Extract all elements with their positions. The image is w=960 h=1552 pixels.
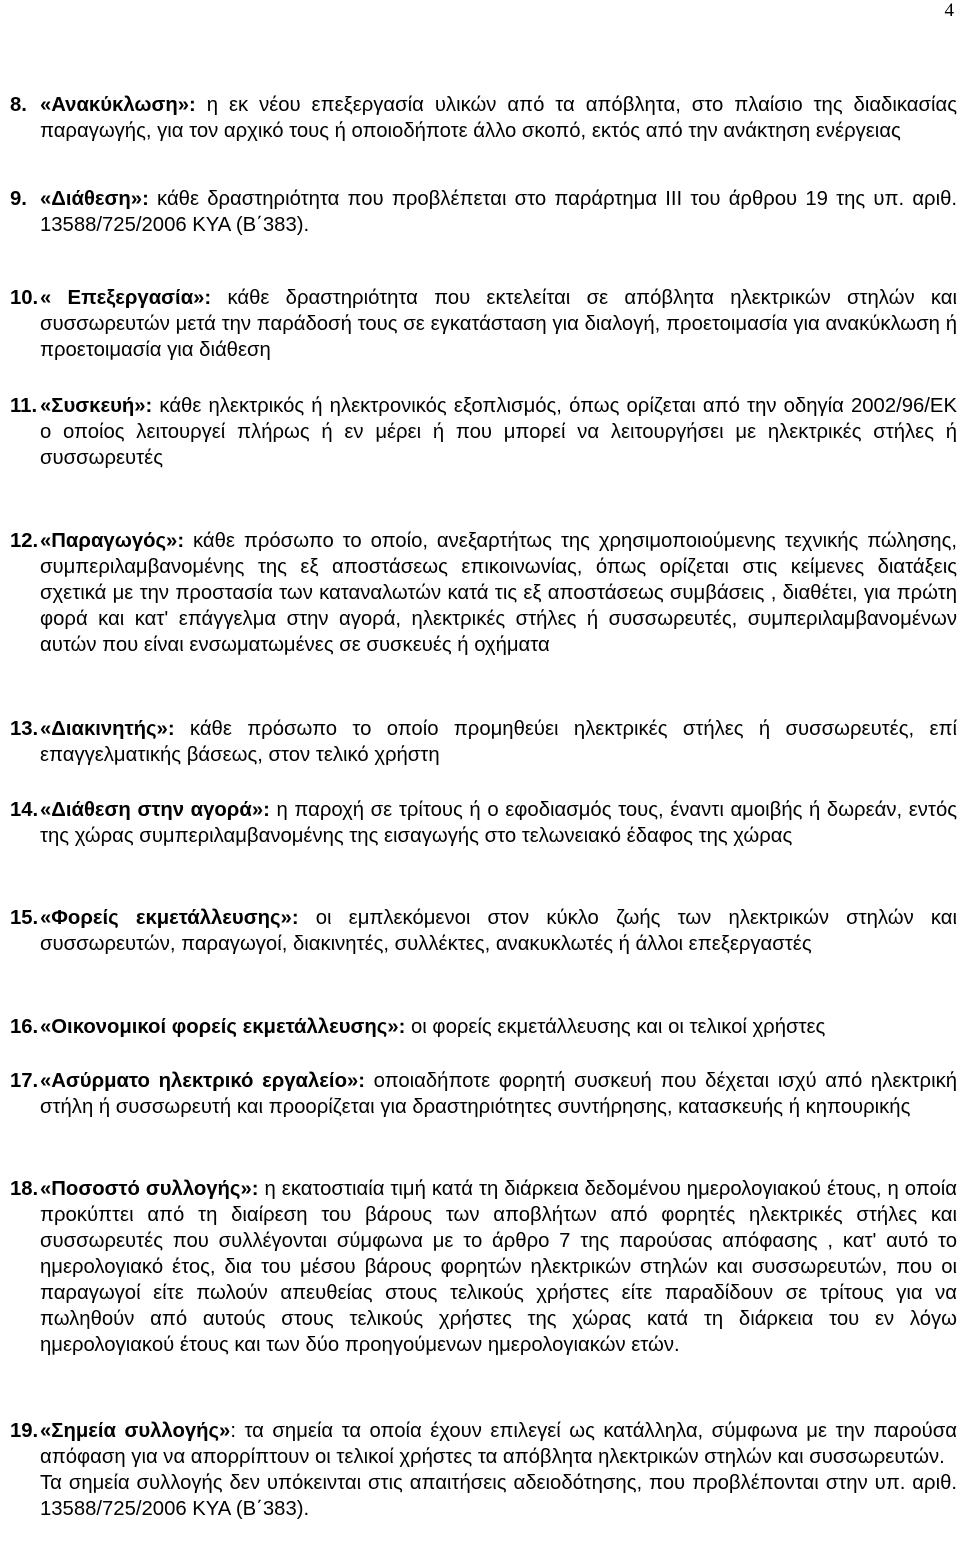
item-body: η εκατοστιαία τιμή κατά τη διάρκεια δεδομένου ημερολογιακού έτους, η οποία προκύπτει από τη διαίρεση του βάρους των αποβλήτων από φορητές ηλεκτρικές στήλες και συσσωρευτές που συλλέγονται σύμφωνα με το άρθρο 7 της παρούσας απόφασης , κατ' αυτό το ημερολογιακό έτος, δια του μέσου βάρους φορητών ηλεκτρικών στηλών και συσσωρευτών, που οι παραγωγοί είτε πωλούν απευθείας στους τελικούς χρήστες είτε παραδίδουν σε τρίτους για να πωληθούν από αυτούς στους τελικούς χρήστες της χώρας κατά τη διάρκεια του εν λόγω ημερολογιακού έτους και των δύο προηγούμενων ημερολογιακών ετών.: [40, 1178, 957, 1356]
item-number: 18.: [10, 1178, 39, 1200]
item-term: «Ασύρματο ηλεκτρικό εργαλείο»:: [40, 1070, 365, 1092]
item-body: η εκ νέου επεξεργασία υλικών από τα απόβλητα, στο πλαίσιο της διαδικασίας παραγωγής, για τον αρχικό τους ή οποιοδήποτε άλλο σκοπό, εκτός από την ανάκτηση ενέργειας: [40, 94, 957, 142]
item-number: 10.: [10, 287, 39, 309]
item-number: 19.: [10, 1420, 39, 1442]
item-number: 9.: [10, 188, 27, 210]
item-term: «Διάθεση στην αγορά»:: [40, 799, 270, 821]
definition-item: [10, 1014, 957, 1040]
definition-item: [10, 1418, 957, 1522]
definition-item: [10, 92, 957, 144]
definition-item: [10, 1176, 957, 1358]
item-term: «Οικονομικοί φορείς εκμετάλλευσης»:: [40, 1016, 406, 1038]
item-term: «Φορείς εκμετάλλευσης»:: [40, 907, 299, 929]
item-number: 12.: [10, 530, 39, 552]
item-number: 14.: [10, 799, 39, 821]
definition-item: [10, 716, 957, 768]
item-term: «Διακινητής»:: [40, 718, 175, 740]
item-body: κάθε πρόσωπο το οποίο προμηθεύει ηλεκτρικές στήλες ή συσσωρευτές, επί επαγγελματικής βάσεως, στον τελικό χρήστη: [40, 718, 957, 766]
item-term: « Επεξεργασία»:: [40, 287, 212, 309]
item-body: κάθε δραστηριότητα που εκτελείται σε απόβλητα ηλεκτρικών στηλών και συσσωρευτών μετά την παράδοσή τους σε εγκατάσταση για διαλογή, προετοιμασία για ανακύκλωση ή προετοιμασία για διάθεση: [40, 287, 957, 361]
item-number: 17.: [10, 1070, 39, 1092]
definition-item: [10, 1068, 957, 1120]
item-term: «Συσκευή»:: [40, 395, 153, 417]
item-term: «Διάθεση»:: [40, 188, 149, 210]
item-term: «Ανακύκλωση»:: [40, 94, 196, 116]
item-extra-paragraph: Τα σημεία συλλογής δεν υπόκεινται στις απαιτήσεις αδειοδότησης, που προβλέπονται στην υπ. αριθ. 13588/725/2006 ΚΥΑ (Β΄383).: [40, 1472, 957, 1520]
item-body: : τα σημεία τα οποία έχουν επιλεγεί ως κατάλληλα, σύμφωνα με την παρούσα απόφαση για να απορρίπτουν οι τελικοί χρήστες τα απόβλητα ηλεκτρικών στηλών και συσσωρευτών.: [40, 1420, 958, 1468]
item-body: η παροχή σε τρίτους ή ο εφοδιασμός τους, έναντι αμοιβής ή δωρεάν, εντός της χώρας συμπεριλαμβανομένης της εισαγωγής στο τελωνειακό έδαφος της χώρας: [40, 799, 957, 847]
item-number: 16.: [10, 1016, 39, 1038]
definition-item: [10, 797, 957, 849]
item-body: κάθε ηλεκτρικός ή ηλεκτρονικός εξοπλισμός, όπως ορίζεται από την οδηγία 2002/96/ΕΚ ο οποίος λειτουργεί πλήρως ή εν μέρει ή που μπορεί να λειτουργήσει με ηλεκτρικές στήλες ή συσσωρευτές: [40, 395, 957, 469]
definition-item: [10, 186, 957, 238]
item-number: 11.: [10, 395, 38, 417]
item-body: οι φορείς εκμετάλλευσης και οι τελικοί χρήστες: [405, 1016, 826, 1038]
item-body: οποιαδήποτε φορητή συσκευή που δέχεται ισχύ από ηλεκτρική στήλη ή συσσωρευτή και προορίζεται για δραστηριότητες συντήρησης, κατασκευής ή κηπουρικής: [40, 1070, 957, 1118]
definition-item: [10, 905, 957, 957]
item-number: 15.: [10, 907, 39, 929]
item-number: 13.: [10, 718, 39, 740]
item-term: «Παραγωγός»:: [40, 530, 185, 552]
item-body: κάθε πρόσωπο το οποίο, ανεξαρτήτως της χρησιμοποιούμενης τεχνικής πώλησης, συμπεριλαμβανομένης της εξ αποστάσεως επικοινωνίας, όπως ορίζεται στις κείμενες διατάξεις σχετικά με την προστασία των καταναλωτών κατά τις εξ αποστάσεως συμβάσεις , διαθέτει, για πρώτη φορά και κατ' επάγγελμα στην αγορά, ηλεκτρικές στήλες ή συσσωρευτές, συμπεριλαμβανομένων αυτών που είναι ενσωματωμένες σε συσκευές ή οχήματα: [40, 530, 957, 656]
item-term: «Ποσοστό συλλογής»:: [40, 1178, 259, 1200]
definition-item: [10, 528, 957, 658]
item-body: οι εμπλεκόμενοι στον κύκλο ζωής των ηλεκτρικών στηλών και συσσωρευτών, παραγωγοί, διακινητές, συλλέκτες, ανακυκλωτές ή άλλοι επεξεργαστές: [40, 907, 958, 955]
item-number: 8.: [10, 94, 27, 116]
page-number: 4: [944, 0, 954, 21]
definition-item: [10, 285, 957, 363]
item-term: «Σημεία συλλογής»: [40, 1420, 231, 1442]
definition-item: [10, 393, 957, 471]
item-body: κάθε δραστηριότητα που προβλέπεται στο παράρτημα ΙΙΙ του άρθρου 19 της υπ. αριθ. 13588/725/2006 ΚΥΑ (Β΄383).: [40, 188, 957, 236]
